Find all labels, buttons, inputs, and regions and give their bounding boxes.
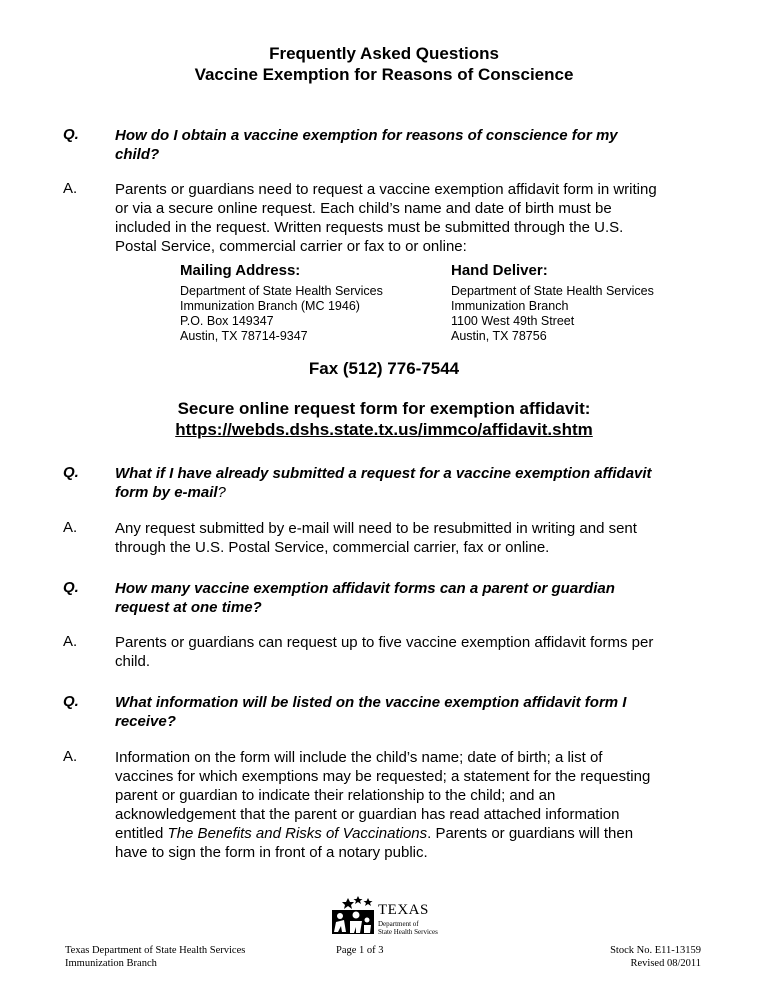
hand-deliver-address (451, 263, 681, 344)
question-4 (63, 693, 663, 731)
answer-text-italic: The Benefits and Risks of Vaccinations (167, 825, 428, 842)
question-1 (63, 126, 663, 164)
answer-label: A. (63, 633, 78, 650)
question-text: What information will be listed on the vaccine exemption affidavit form I receive? (115, 694, 627, 730)
question-3 (63, 579, 663, 617)
question-label: Q. (63, 693, 79, 710)
answer-text (115, 748, 663, 862)
footer-branch: Immunization Branch (65, 958, 157, 969)
fax-number: Fax (512) 776-7544 (308, 359, 460, 378)
hand-deliver-heading: Hand Deliver: (451, 262, 548, 279)
answer-text: Parents or guardians can request up to five vaccine exemption affidavit forms per child. (115, 634, 654, 670)
online-form-link[interactable]: https://webds.dshs.state.tx.us/immco/affidavit.shtm (175, 420, 593, 439)
question-text-end: ? (217, 484, 226, 501)
footer-left (65, 944, 245, 970)
logo-sub1: Department of (378, 920, 419, 928)
question-text: How do I obtain a vaccine exemption for reasons of conscience for my child? (115, 127, 618, 163)
question-text: How many vaccine exemption affidavit forms can a parent or guardian request at one time? (115, 580, 615, 616)
question-text-main: What if I have already submitted a request for a vaccine exemption affidavit form by (115, 465, 652, 501)
footer-revised-date: Revised 08/2011 (630, 958, 701, 969)
answer-1 (63, 180, 663, 256)
page-subtitle: Vaccine Exemption for Reasons of Conscience (194, 65, 574, 84)
hand-deliver-line: Department of State Health Services (451, 284, 654, 298)
page-title: Frequently Asked Questions (269, 44, 499, 63)
mailing-line: Department of State Health Services (180, 284, 383, 298)
mailing-line: P.O. Box 149347 (180, 314, 274, 328)
online-form-heading: Secure online request form for exemption affidavit: (177, 399, 591, 418)
answer-text: Parents or guardians need to request a vaccine exemption affidavit form in writing or via a secure online request. Each child’s name and date of birth must be included in the request. Written requests must be submitted through the U.S. Postal Service, commercial carrier or fax to or online: (115, 181, 657, 255)
question-label: Q. (63, 464, 79, 481)
question-2 (63, 464, 663, 502)
answer-label: A. (63, 180, 78, 197)
hand-deliver-line: Immunization Branch (451, 299, 569, 313)
question-label: Q. (63, 579, 79, 596)
hand-deliver-line: Austin, TX 78756 (451, 329, 547, 343)
footer-right (590, 944, 701, 970)
hand-deliver-line: 1100 West 49th Street (451, 314, 575, 328)
logo-sub2: State Health Services (378, 928, 438, 936)
footer-stock-number: Stock No. E11-13159 (610, 945, 701, 956)
answer-label: A. (63, 519, 78, 536)
question-text (115, 464, 663, 502)
answer-3 (63, 633, 663, 671)
mailing-address-heading: Mailing Address: (180, 262, 301, 279)
answer-label: A. (63, 748, 78, 765)
question-label: Q. (63, 126, 79, 143)
answer-text: Any request submitted by e-mail will need to be resubmitted in writing and sent through the U.S. Postal Service, commercial carrier, fax or online. (115, 520, 637, 556)
footer-org: Texas Department of State Health Services (65, 945, 246, 956)
answer-text-main: Information on the form will include the child’s name; date of birth; a list of vaccines for which exemptions may be requested; a statement for the requesting parent or guardian to indicate their relationship to the child; and an acknowledgement that the parent or guardian has read attached information entitled (115, 749, 651, 842)
logo-name: TEXAS (378, 902, 429, 918)
mailing-address (180, 263, 410, 344)
mailing-line: Austin, TX 78714-9347 (180, 329, 308, 343)
footer-page-number: Page 1 of 3 (336, 945, 384, 956)
answer-4 (63, 748, 663, 862)
answer-text-end: . Parents or guardians will then have to sign the form in front of a notary public. (115, 825, 634, 861)
question-text-emph: e-mail (174, 484, 218, 501)
mailing-line: Immunization Branch (MC 1946) (180, 299, 360, 313)
answer-2 (63, 519, 663, 557)
